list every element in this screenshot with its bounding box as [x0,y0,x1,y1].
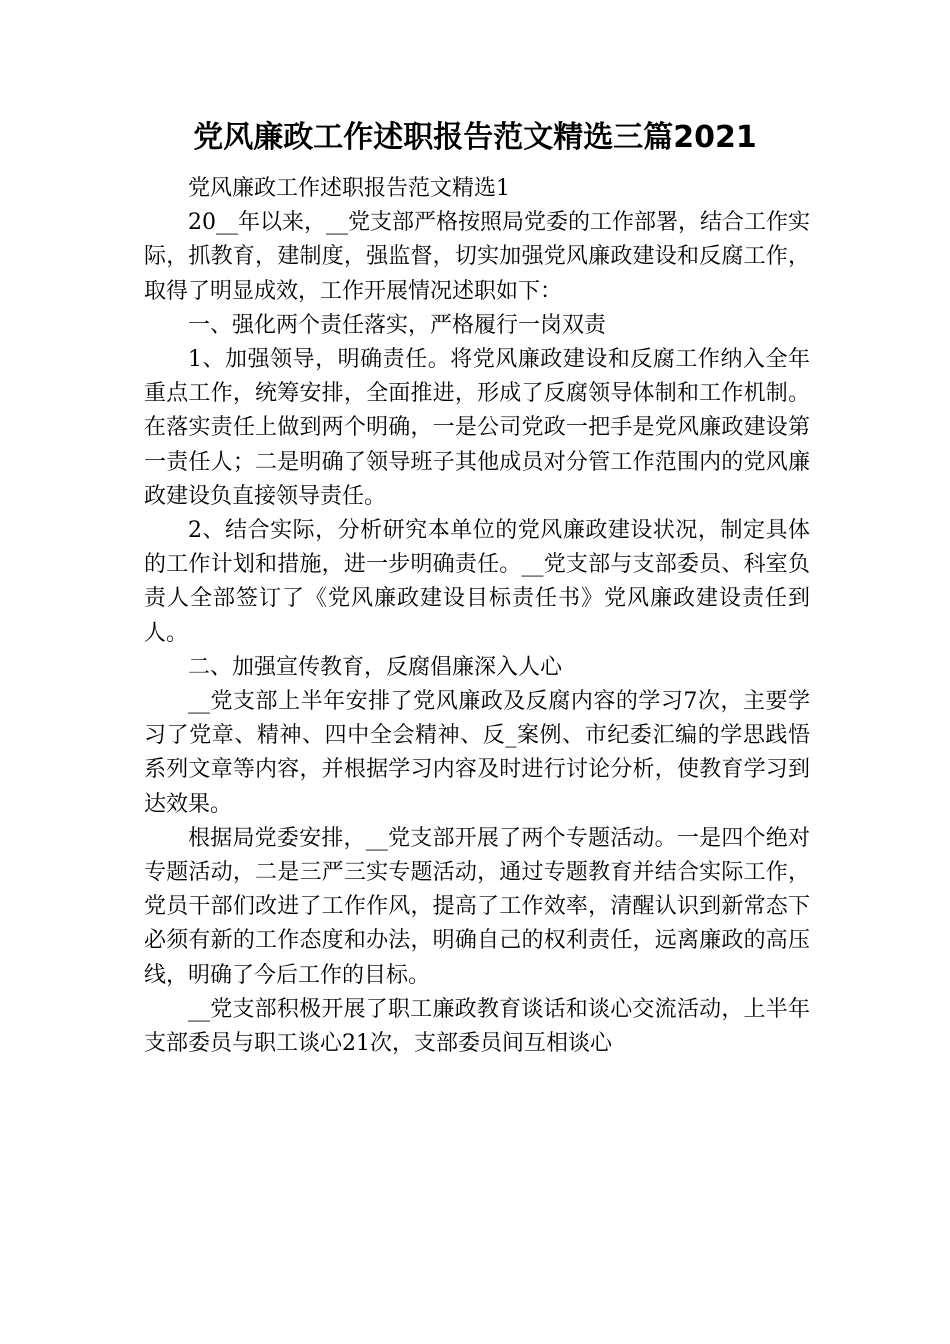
body-paragraph: 2、结合实际，分析研究本单位的党风廉政建设状况，制定具体的工作计划和措施，进一步明确责任。__党支部与支部委员、科室负责人全部签订了《党风廉政建设目标责任书》党风廉政建设责任到人。 [144,518,810,646]
body-paragraph: 1、加强领导，明确责任。将党风廉政建设和反腐工作纳入全年重点工作，统筹安排，全面推进，形成了反腐领导体制和工作机制。在落实责任上做到两个明确，一是公司党政一把手是党风廉政建设第一责任人；二是明确了领导班子其他成员对分管工作范围内的党风廉政建设负直接领导责任。 [144,347,810,509]
body-paragraph: 根据局党委安排，__党支部开展了两个专题活动。一是四个绝对专题活动，二是三严三实专题活动，通过专题教育并结合实际工作，党员干部们改进了工作作风，提高了工作效率，清醒认识到新常态下必须有新的工作态度和办法，明确自己的权利责任，远离廉政的高压线，明确了今后工作的目标。 [144,825,810,988]
document-title: 党风廉政工作述职报告范文精选三篇2021 [193,120,757,155]
document-body [144,172,810,1061]
body-paragraph: 20__年以来，__党支部严格按照局党委的工作部署，结合工作实际，抓教育，建制度，强监督，切实加强党风廉政建设和反腐工作，取得了明显成效，工作开展情况述职如下： [144,210,810,304]
body-paragraph: __党支部上半年安排了党风廉政及反腐内容的学习7次，主要学习了党章、精神、四中全会精神、反_案例、市纪委汇编的学思践悟系列文章等内容，并根据学习内容及时进行讨论分析，使教育学习到达效果。 [144,689,810,817]
body-paragraph: __党支部积极开展了职工廉政教育谈话和谈心交流活动，上半年支部委员与职工谈心21次，支部委员间互相谈心 [144,996,810,1057]
subsection-heading: 一、强化两个责任落实，严格履行一岗双责 [188,312,607,338]
subsection-heading: 二、加强宣传教育，反腐倡廉深入人心 [188,654,563,680]
section-heading: 党风廉政工作述职报告范文精选1 [188,176,510,201]
